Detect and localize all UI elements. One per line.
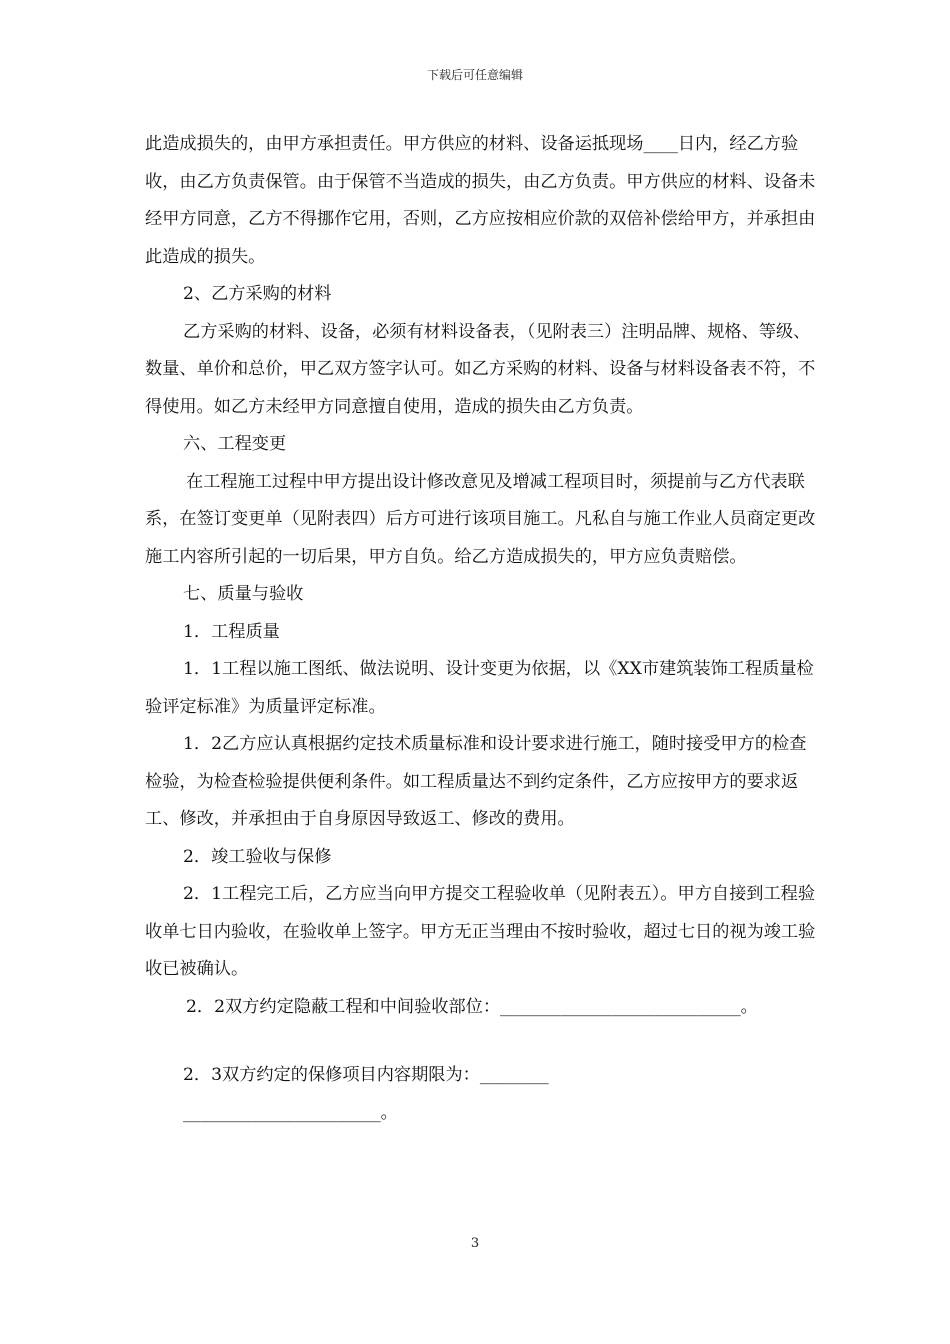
paragraph-purchased-materials: 乙方采购的材料、设备，必须有材料设备表，（见附表三）注明品牌、规格、等级、数量、单价和总价，甲乙双方签字认可。如乙方采购的材料、设备与材料设备表不符，不得使用。如乙方未经甲方同意擅自使用，造成的损失由乙方负责。 [145, 321, 816, 417]
paragraph-acceptance-2-2: 2．2双方约定隐蔽工程和中间验收部位：____________________________。 [186, 996, 758, 1017]
heading-section-seven: 七、质量与验收 [183, 584, 304, 604]
paragraph-warranty-2-3: 2．3双方约定的保修项目内容期限为：________ [183, 1065, 549, 1085]
heading-purchased-materials: 2、乙方采购的材料 [183, 284, 332, 304]
heading-acceptance-warranty: 2．竣工验收与保修 [183, 846, 332, 867]
heading-section-six: 六、工程变更 [183, 434, 287, 454]
paragraph-quality-1-1: 1．1工程以施工图纸、做法说明、设计变更为依据，以《XX市建筑装饰工程质量检验评定标准》为质量评定标准。 [145, 659, 814, 717]
paragraph-quality-1-2: 1．2乙方应认真根据约定技术质量标准和设计要求进行施工，随时接受甲方的检查检验，为检查检验提供便利条件。如工程质量达不到约定条件，乙方应按甲方的要求返工、修改，并承担由于自身原因导致返工、修改的费用。 [145, 734, 807, 829]
paragraph-continuation: 此造成损失的，由甲方承担责任。甲方供应的材料、设备运抵现场____日内，经乙方验收，由乙方负责保管。由于保管不当造成的损失，由乙方负责。甲方供应的材料、设备未经甲方同意，乙方不得挪作它用，否则，乙方应按相应价款的双倍补偿给甲方，并承担由此造成的损失。 [145, 134, 816, 267]
paragraph-acceptance-2-1: 2．1工程完工后，乙方应当向甲方提交工程验收单（见附表五）。甲方自接到工程验收单七日内验收，在验收单上签字。甲方无正当理由不按时验收，超过七日的视为竣工验收已被确认。 [145, 884, 816, 979]
page-number: 3 [470, 1236, 480, 1251]
paragraph-warranty-blank-line: _______________________。 [183, 1102, 398, 1123]
heading-engineering-quality: 1．工程质量 [183, 621, 280, 642]
paragraph-engineering-change: 在工程施工过程中甲方提出设计修改意见及增减工程项目时，须提前与乙方代表联系，在签订变更单（见附表四）后方可进行该项目施工。凡私自与施工作业人员商定更改施工内容所引起的一切后果，甲方自负。给乙方造成损失的，甲方应负责赔偿。 [145, 471, 816, 567]
paragraph-gap [145, 1026, 817, 1057]
page-header: 下载后可任意编辑 [426, 68, 523, 82]
document-body [145, 126, 817, 1132]
